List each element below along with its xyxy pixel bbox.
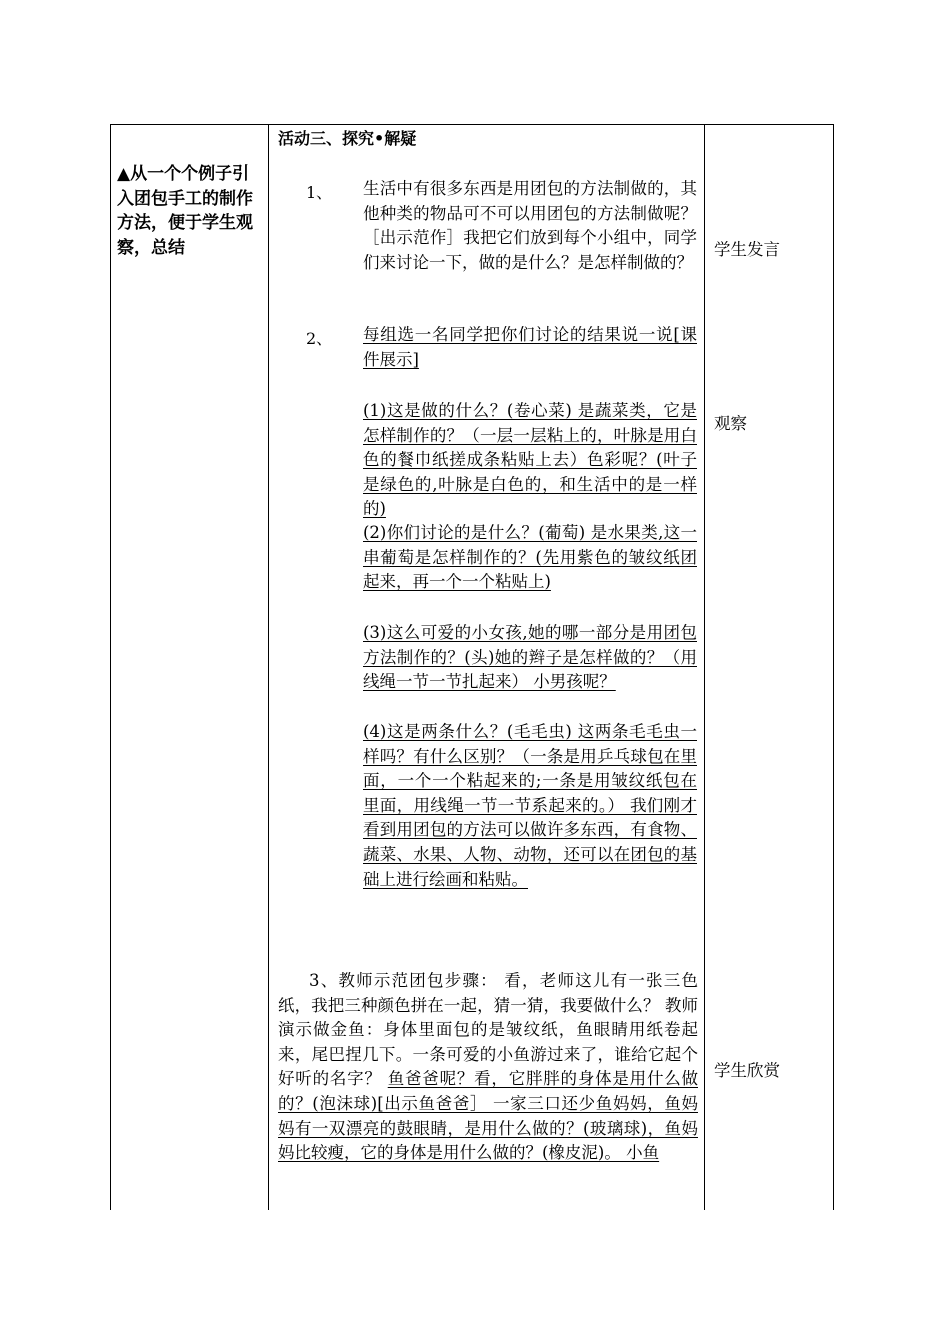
step-3-underlined-text: 鱼爸爸呢？看，它胖胖的身体是用什么做的？(泡沫球)[出示鱼爸爸］ 一家三口还少鱼妈妈，鱼妈妈有一双漂亮的鼓眼睛，是用什么做的？(玻璃球)，鱼妈妈比较瘦，它的身体是用什么做的？(橡皮泥)。 小鱼 xyxy=(278,1069,698,1163)
column-divider-1 xyxy=(268,124,269,1210)
student-activity-appreciate: 学生欣赏 xyxy=(714,1061,780,1080)
student-activity-speak: 学生发言 xyxy=(714,240,780,259)
student-activity-observe: 观察 xyxy=(714,414,747,433)
step-2-item-4: (4)这是两条什么？(毛毛虫) 这两条毛毛虫一样吗？有什么区别？（一条是用乒乓球包在里面，一个一个粘起来的;一条是用皱纹纸包在里面，用线绳一节一节系起来的。） 我们刚才看到用团包的方法可以做许多东西，有食物、蔬菜、水果、人物、动物，还可以在团包的基础上进行绘画和粘贴。 xyxy=(363,722,697,889)
step-1-number: 1、 xyxy=(306,183,333,202)
step-2-item-2: (2)你们讨论的是什么？(葡萄) 是水果类,这一串葡萄是怎样制作的？(先用紫色的皱纹纸团起来，再一个一个粘贴上) xyxy=(363,523,697,592)
step-3-text xyxy=(278,969,698,1166)
step-2-number: 2、 xyxy=(306,329,333,348)
table-right-border xyxy=(833,124,834,1210)
step-2-text: 每组选一名同学把你们讨论的结果说一说[课件展示] xyxy=(363,325,697,369)
step-2-item-1: (1)这是做的什么？(卷心菜) 是蔬菜类，它是怎样制作的？（一层一层粘上的，叶脉是用白色的餐巾纸搓成条粘贴上去）色彩呢？(叶子是绿色的,叶脉是白色的，和生活中的是一样的) xyxy=(363,401,697,519)
activity-title: 活动三、探究•解疑 xyxy=(278,129,417,148)
step-3-plain-text: 3、教师示范团包步骤： 看，老师这儿有一张三色纸，我把三种颜色拼在一起，猜一猜，我要做什么？ 教师演示做金鱼：身体里面包的是皱纹纸，鱼眼睛用纸卷起来，尾巴捏几下。一条可爱的小鱼游过来了，谁给它起个好听的名字？ xyxy=(278,971,698,1089)
design-intent-note: ▲从一个个例子引入团包手工的制作方法，便于学生观察，总结 xyxy=(117,164,253,258)
step-2-item-3: (3)这么可爱的小女孩,她的哪一部分是用团包方法制作的？(头)她的辫子是怎样做的？（用线绳一节一节扎起来） 小男孩呢？ xyxy=(363,623,697,692)
table-left-border xyxy=(110,124,111,1210)
step-1-text: 生活中有很多东西是用团包的方法制做的，其他种类的物品可不可以用团包的方法制做呢？［出示范作］我把它们放到每个小组中，同学们来讨论一下，做的是什么？是怎样制做的？ xyxy=(363,179,697,272)
column-divider-2 xyxy=(704,124,705,1210)
table-top-border xyxy=(110,124,834,125)
